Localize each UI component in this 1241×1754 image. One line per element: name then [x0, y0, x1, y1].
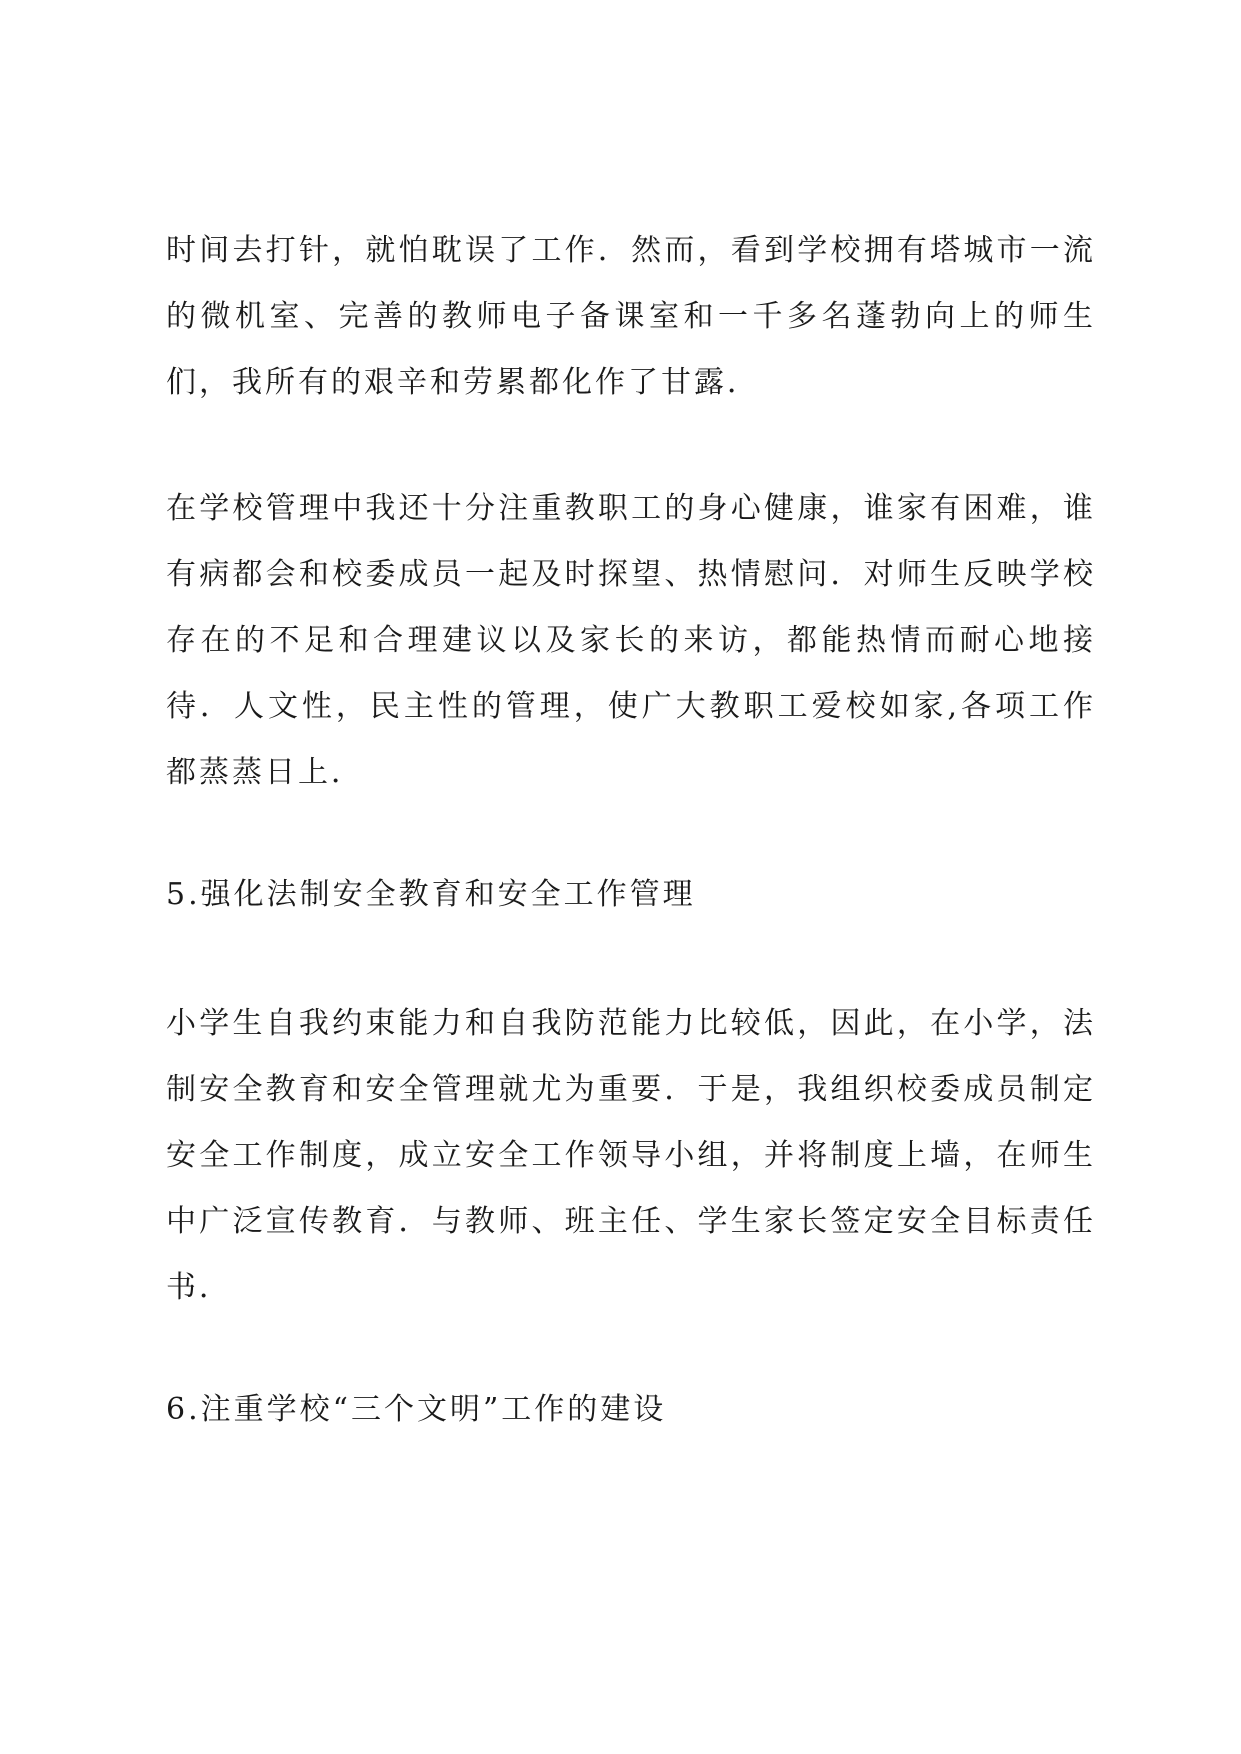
paragraph-line: 书．: [166, 1270, 232, 1305]
paragraph-safety-education: [166, 991, 1096, 1321]
paragraph-line: 安全工作制度，成立安全工作领导小组，并将制度上墙，在师生: [166, 1138, 1096, 1173]
paragraph-line: 都蒸蒸日上．: [166, 755, 364, 790]
section-heading-5: [166, 862, 1096, 928]
paragraph-line: 待．人文性，民主性的管理，使广大教职工爱校如家,各项工作: [166, 689, 1096, 724]
paragraph-line: 们，我所有的艰辛和劳累都化作了甘露．: [166, 365, 760, 400]
heading-text: 6.注重学校“三个文明”工作的建设: [166, 1392, 667, 1427]
paragraph-line: 中广泛宣传教育．与教师、班主任、学生家长签定安全目标责任: [166, 1204, 1096, 1239]
paragraph-line: 存在的不足和合理建议以及家长的来访，都能热情而耐心地接: [166, 623, 1096, 658]
section-heading-6: [166, 1377, 1096, 1443]
paragraph-line: 时间去打针，就怕耽误了工作．然而，看到学校拥有塔城市一流: [166, 233, 1096, 268]
paragraph-staff-care: [166, 476, 1096, 806]
paragraph-line: 制安全教育和安全管理就尤为重要．于是，我组织校委成员制定: [166, 1072, 1096, 1107]
heading-text: 5.强化法制安全教育和安全工作管理: [166, 877, 696, 912]
paragraph-work-dedication: [166, 218, 1096, 416]
paragraph-line: 小学生自我约束能力和自我防范能力比较低，因此，在小学，法: [166, 1006, 1096, 1041]
paragraph-line: 的微机室、完善的教师电子备课室和一千多名蓬勃向上的师生: [166, 299, 1096, 334]
paragraph-line: 有病都会和校委成员一起及时探望、热情慰问．对师生反映学校: [166, 557, 1096, 592]
paragraph-line: 在学校管理中我还十分注重教职工的身心健康，谁家有困难，谁: [166, 491, 1096, 526]
